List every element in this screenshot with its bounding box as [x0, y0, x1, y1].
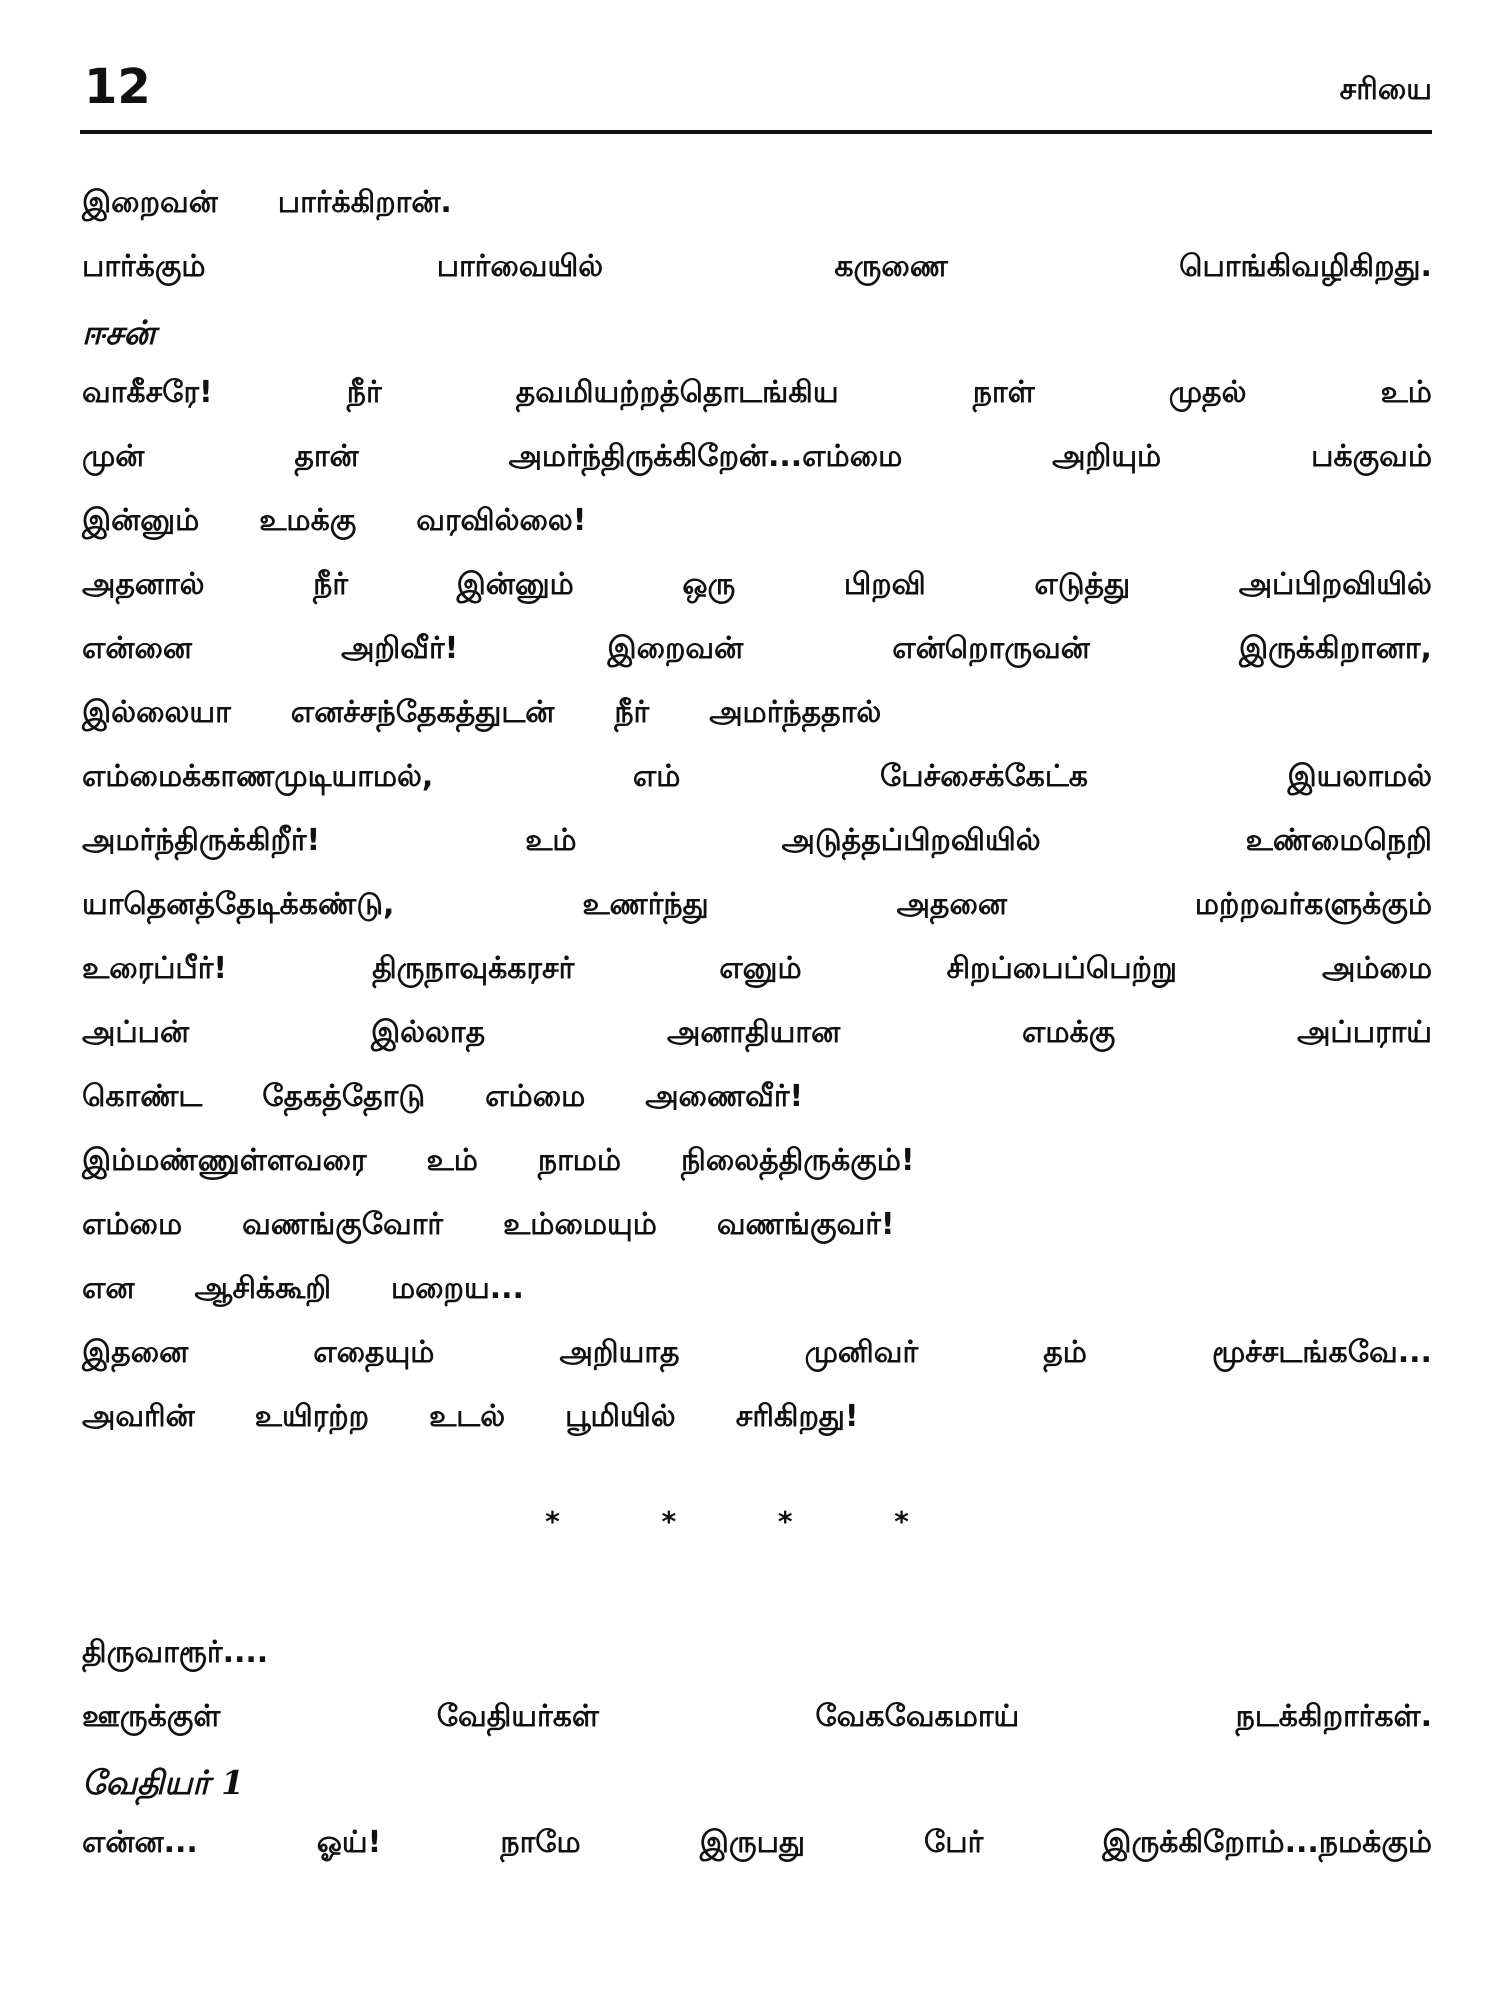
word: நாள் — [972, 375, 1035, 410]
word: கொண்ட — [82, 1079, 203, 1114]
word: உம்மையும் — [503, 1207, 657, 1242]
word: உணர்ந்து — [582, 887, 709, 922]
word: தான் — [294, 439, 359, 474]
word: அடுத்தப்பிறவியில் — [781, 823, 1041, 858]
word: நாமே — [500, 1825, 581, 1860]
section-2 — [82, 1635, 1432, 1889]
word: பார்வையில் — [436, 249, 604, 284]
word: கருணை — [834, 249, 948, 284]
word: என்ன... — [82, 1825, 198, 1860]
word: பக்குவம் — [1311, 439, 1432, 474]
speaker-name: வேதியர் 1 — [82, 1763, 245, 1802]
word: வேகவேகமாய் — [815, 1699, 1020, 1734]
word: அமர்ந்திருக்கிறீர்! — [82, 823, 321, 858]
word: உம் — [426, 1143, 478, 1178]
speech-line — [82, 503, 1432, 567]
word: அம்மை — [1321, 951, 1432, 986]
word: அறியாத — [559, 1335, 680, 1370]
page-header — [80, 55, 1432, 135]
word: நடக்கிறார்கள். — [1235, 1699, 1432, 1734]
word: எம் — [632, 759, 681, 794]
word: முன் — [82, 439, 145, 474]
narration-line — [82, 1699, 1432, 1763]
speech-line — [82, 1015, 1432, 1079]
word: இல்லாத — [370, 1015, 486, 1050]
word: சிறப்பைப்பெற்று — [946, 951, 1178, 986]
word: இருக்கிறோம்...நமக்கும் — [1102, 1825, 1432, 1860]
word: பொங்கிவழிகிறது. — [1179, 249, 1432, 284]
word: ஒரு — [682, 567, 736, 602]
word: நாமம் — [537, 1143, 622, 1178]
speech-line — [82, 1207, 1432, 1271]
speech-line — [82, 1399, 1432, 1463]
narration-line — [82, 249, 1432, 313]
word: வணங்குவர்! — [716, 1207, 895, 1242]
word: மற்றவர்களுக்கும் — [1194, 887, 1432, 922]
word: எம்மை — [82, 1207, 183, 1242]
narration-line — [82, 1635, 1432, 1699]
word: அறிவீர்! — [341, 631, 459, 666]
word: இயலாமல் — [1287, 759, 1432, 794]
word: இன்னும் — [82, 503, 200, 538]
word: திருவாரூர்.... — [82, 1635, 269, 1670]
word: யாதெனத்தேடிக்கண்டு, — [82, 887, 395, 922]
word: ஓய்! — [316, 1825, 382, 1860]
speaker-name: ஈசன் — [82, 313, 156, 352]
word: ஊருக்குள் — [82, 1699, 221, 1734]
word: எதையும் — [313, 1335, 435, 1370]
word: நீர் — [346, 375, 382, 410]
word: உரைப்பீர்! — [82, 951, 228, 986]
word: தேகத்தோடு — [262, 1079, 426, 1114]
word: எனச்சந்தேகத்துடன் — [290, 695, 555, 730]
word: நீர் — [313, 567, 349, 602]
word: என்னை — [82, 631, 192, 666]
word: நிலைத்திருக்கும்! — [681, 1143, 915, 1178]
section-1 — [82, 185, 1432, 1463]
word: அப்பராய் — [1297, 1015, 1432, 1050]
word: நீர் — [614, 695, 650, 730]
word: அப்பிறவியில் — [1238, 567, 1432, 602]
word: இருக்கிறானா, — [1238, 631, 1432, 666]
word: அதனை — [896, 887, 1007, 922]
speech-line — [82, 759, 1432, 823]
word: பார்க்கும் — [82, 249, 206, 284]
word: அவரின் — [82, 1399, 195, 1434]
word: மூச்சடங்கவே... — [1211, 1335, 1432, 1370]
word: பார்க்கிறான். — [277, 185, 452, 220]
word: உம் — [1380, 375, 1432, 410]
word: எடுத்து — [1034, 567, 1131, 602]
word: மறைய... — [391, 1271, 524, 1306]
word: ஆசிக்கூறி — [194, 1271, 332, 1306]
speech-line — [82, 567, 1432, 631]
word: தம் — [1043, 1335, 1087, 1370]
speech-line — [82, 375, 1432, 439]
word: இல்லையா — [82, 695, 231, 730]
word: உமக்கு — [259, 503, 357, 538]
speech-line — [82, 631, 1432, 695]
word: உண்மைநெறி — [1245, 823, 1432, 858]
word: அப்பன் — [82, 1015, 190, 1050]
word: அனாதியான — [666, 1015, 841, 1050]
word: உடல் — [429, 1399, 506, 1434]
word: எம்மை — [485, 1079, 586, 1114]
word: எமக்கு — [1022, 1015, 1116, 1050]
word: இதனை — [82, 1335, 189, 1370]
word: வணங்குவோர் — [242, 1207, 444, 1242]
word: உம் — [525, 823, 577, 858]
speech-line — [82, 439, 1432, 503]
word: என — [82, 1271, 135, 1306]
word: வேதியர்கள் — [436, 1699, 599, 1734]
page-number: 12 — [84, 59, 151, 115]
speech-line — [82, 695, 1432, 759]
speech-line — [82, 823, 1432, 887]
word: என்றொருவன் — [892, 631, 1090, 666]
header-divider — [80, 130, 1432, 134]
word: இருபது — [699, 1825, 806, 1860]
section-separator: * * * * — [545, 1505, 955, 1538]
word: அமர்ந்திருக்கிறேன்...எம்மை — [508, 439, 903, 474]
word: அமர்ந்ததால் — [709, 695, 882, 730]
word: முதல் — [1168, 375, 1247, 410]
speech-line — [82, 1825, 1432, 1889]
word: பிறவி — [843, 567, 926, 602]
speech-line — [82, 951, 1432, 1015]
word: அறியும் — [1052, 439, 1162, 474]
word: முனிவர் — [804, 1335, 919, 1370]
narration-line — [82, 185, 1432, 249]
word: உயிரற்ற — [254, 1399, 370, 1434]
speech-line — [82, 887, 1432, 951]
word: எனும் — [719, 951, 802, 986]
word: பூமியில் — [565, 1399, 676, 1434]
running-title: சரியை — [1339, 72, 1432, 107]
speech-line — [82, 1079, 1432, 1143]
word: வரவில்லை! — [416, 503, 587, 538]
word: இன்னும் — [456, 567, 574, 602]
word: தவமியற்றத்தொடங்கிய — [515, 375, 839, 410]
word: இம்மண்ணுள்ளவரை — [82, 1143, 367, 1178]
word: பேச்சைக்கேட்க — [879, 759, 1088, 794]
word: அதனால் — [82, 567, 205, 602]
speech-line — [82, 1335, 1432, 1399]
word: இறைவன் — [607, 631, 744, 666]
word: அணைவீர்! — [645, 1079, 804, 1114]
speech-line — [82, 1143, 1432, 1207]
word: பேர் — [924, 1825, 984, 1860]
word: சரிகிறது! — [735, 1399, 859, 1434]
word: இறைவன் — [82, 185, 218, 220]
word: திருநாவுக்கரசர் — [372, 951, 575, 986]
speech-line — [82, 1271, 1432, 1335]
word: வாகீசரே! — [82, 375, 213, 410]
word: எம்மைக்காணமுடியாமல், — [82, 759, 434, 794]
